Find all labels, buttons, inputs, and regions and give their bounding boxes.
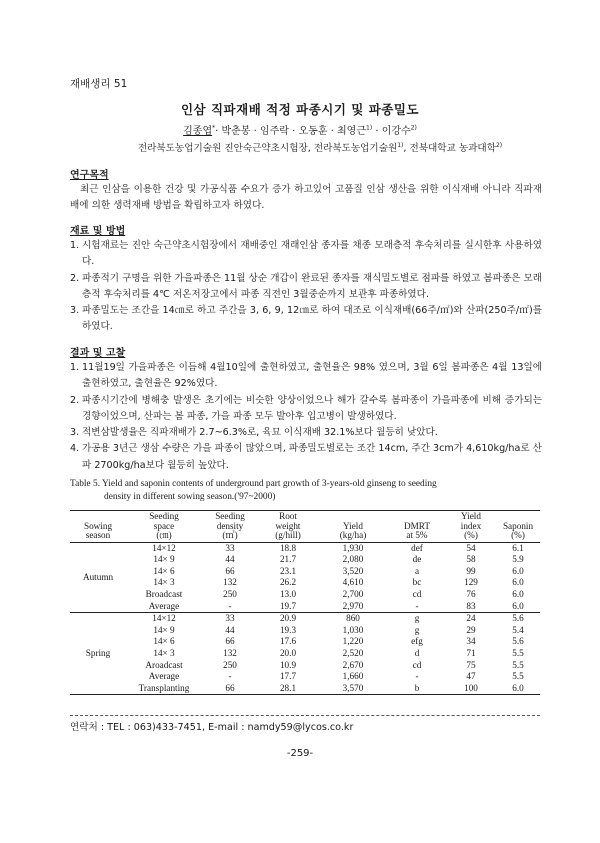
table-cell: g <box>414 613 420 624</box>
table-cell: 14× 9 <box>153 624 175 635</box>
item-text: 11월19일 가을파종은 이듬해 4월10일에 출현하였고, 출현율은 98% 였으며, 3월 6일 봄파종은 4월 13일에 출현하였고, 출현율은 92%였다. <box>82 362 542 390</box>
table-cell: 44 <box>225 554 235 565</box>
table-cell: 21.7 <box>279 554 297 565</box>
season-autumn-rows <box>70 542 540 613</box>
table-cell: 17.7 <box>279 671 297 682</box>
table-cell: 2,970 <box>342 600 364 611</box>
header-root-weight: Root weight (g/hill) <box>275 511 301 540</box>
table-cell: 66 <box>225 682 235 693</box>
item-number: 2. <box>70 394 80 406</box>
season-label: Autumn <box>82 571 114 582</box>
table-row <box>70 600 540 612</box>
item-number: 1. <box>70 362 80 373</box>
table-cell: 99 <box>466 565 476 576</box>
table-cell: - <box>415 600 419 611</box>
table-cell: 6.0 <box>512 565 524 576</box>
table-cell: 44 <box>225 624 235 635</box>
table-row <box>70 613 540 625</box>
table-cell: g <box>414 624 420 635</box>
table-cell: 20.0 <box>279 648 297 659</box>
methods-item <box>70 271 542 304</box>
objective-heading: 연구목적 <box>70 170 109 181</box>
table-caption <box>70 478 540 504</box>
table-cell: 1,930 <box>342 542 364 553</box>
table-cell: 14×12 <box>152 542 176 553</box>
last-author: · 이강수 <box>372 126 411 137</box>
results-heading: 결과 및 고찰 <box>70 348 126 359</box>
table-cell: Average <box>148 600 180 611</box>
table-row <box>70 659 540 671</box>
table-cell: 2,670 <box>342 659 364 670</box>
item-number: 2. <box>70 272 80 284</box>
lead-author: 김종엽 <box>183 126 213 137</box>
author-line <box>0 122 600 137</box>
season-spring-rows <box>70 613 540 695</box>
table-cell: de <box>412 554 422 565</box>
table-cell: 19.3 <box>279 624 297 635</box>
table-cell: Average <box>148 671 180 682</box>
table-cell: 250 <box>223 589 237 600</box>
table-cell: 860 <box>346 613 360 624</box>
table-cell: 13.0 <box>279 589 297 600</box>
table-cell: efg <box>411 636 423 647</box>
table-cell: 1,660 <box>342 671 364 682</box>
table-cell: 6.1 <box>512 542 524 553</box>
header-seeding-density: Seeding density (㎡) <box>215 511 245 540</box>
header-yield: Yield (kg/ha) <box>339 520 367 540</box>
table-cell: 5.4 <box>512 624 524 635</box>
item-number: 3. <box>70 427 80 439</box>
contact-info: 연락처 : TEL : 063)433-7451, E-mail : namdy59@lycos.co.kr <box>70 722 354 733</box>
paper-title: 인삼 직파재배 적정 파종시기 및 파종밀도 <box>180 102 420 117</box>
table-cell: 10.9 <box>279 659 297 670</box>
affiliation-main: 전라북도농업기술원 진안숙근약초시험장, 전라북도농업기술원 <box>137 143 398 154</box>
header-saponin: Saponin (%) <box>502 520 534 540</box>
item-text: 시험재료는 진안 숙근약초시험장에서 재배중인 재래인삼 종자를 채종 모래층적 후숙처리를 실시한후 사용하였다. <box>82 240 542 268</box>
table-cell: cd <box>412 659 422 670</box>
co-authors-mark: 1) <box>366 124 373 132</box>
yield-saponin-table <box>70 510 540 695</box>
table-cell: 3,520 <box>342 565 364 576</box>
header-yield-index: Yield index (%) <box>460 511 482 540</box>
table-cell: 129 <box>464 577 478 588</box>
table-row <box>70 671 540 683</box>
item-text: 적변삼발생율은 직파재배가 2.7~6.3%로, 육묘 이식재배 32.1%보다 월등히 낮았다. <box>82 427 438 439</box>
affiliation-main-mark: 1) <box>397 141 404 149</box>
table-cell: 5.5 <box>512 659 524 670</box>
lead-author-mark: * <box>212 124 216 132</box>
table-cell: 14× 6 <box>153 565 175 576</box>
table-cell: 20.9 <box>279 613 297 624</box>
header-sowing-season: Sowing season <box>83 520 113 540</box>
item-number: 1. <box>70 240 80 251</box>
table-cell: 71 <box>466 648 476 659</box>
table-cell: Transplanting <box>138 682 190 693</box>
table-row <box>70 625 540 637</box>
objective-text: 최근 인삼을 이용한 건강 및 가공식품 수요가 증가 하고있어 고품질 인삼 생산을 위한 이식재배 아니라 직파재배에 의한 생력재배 방법을 확립하고자 하였다. <box>70 184 542 211</box>
table-cell: 14×12 <box>152 613 176 624</box>
table-cell: 4,610 <box>342 577 364 588</box>
item-number: 3. <box>70 305 80 317</box>
table-row <box>70 648 540 660</box>
season-label: Spring <box>85 648 111 659</box>
results-item <box>70 425 542 441</box>
table-cell: 17.6 <box>279 636 297 647</box>
table-cell: 132 <box>223 648 237 659</box>
table-cell: 26.2 <box>279 577 297 588</box>
methods-item <box>70 303 542 336</box>
table-cell: 6.0 <box>512 600 524 611</box>
table-cell: 58 <box>466 554 476 565</box>
page-number: -259- <box>286 748 314 759</box>
session-tag: 재배생리 51 <box>70 78 128 90</box>
table-row <box>70 554 540 566</box>
methods-heading: 재료 및 방법 <box>70 226 126 237</box>
co-authors: · 박춘봉 · 임주락 · 오동훈 · 최영근 <box>215 126 366 137</box>
item-text: 파종밀도는 조간을 14㎝로 하고 주간을 3, 6, 9, 12㎝로 하여 대조로 이식재배(66주/㎡)와 산파(250주/㎡)를 하였다. <box>82 305 542 333</box>
methods-item <box>70 238 542 271</box>
table-cell: 3,570 <box>342 682 364 693</box>
table-cell: 33 <box>225 613 235 624</box>
table-cell: Aroadcast <box>145 659 183 670</box>
table-row <box>70 542 540 554</box>
table-cell: d <box>414 648 420 659</box>
table-cell: def <box>411 542 423 553</box>
table-cell: 5.6 <box>512 613 524 624</box>
table-cell: 2,700 <box>342 589 364 600</box>
results-item <box>70 393 542 426</box>
table-cell: 2,520 <box>342 648 364 659</box>
table-row <box>70 683 540 695</box>
table-header <box>70 511 540 543</box>
table-cell: - <box>228 671 232 682</box>
table-cell: 76 <box>466 589 476 600</box>
affiliation-second: , 전북대학교 농과대학 <box>403 143 496 154</box>
item-text: 파종적기 구명을 위한 가을파종은 11월 상순 개갑이 완료된 종자를 재식밀도별로 점파를 하였고 봄파종은 모래층적 후숙처리를 4℃ 저온저장고에서 파종 직전인 3월중순까지 보관후 파종하였다. <box>82 272 542 300</box>
table-cell: 2,080 <box>342 554 364 565</box>
header-seeding-space: Seeding space (㎝) <box>149 511 179 540</box>
item-number: 4. <box>70 443 80 455</box>
table-cell: 5.6 <box>512 636 524 647</box>
table-cell: b <box>414 682 420 693</box>
table-cell: - <box>415 671 419 682</box>
table-cell: 14× 9 <box>153 554 175 565</box>
results-item <box>70 360 542 393</box>
table-cell: 1,220 <box>342 636 364 647</box>
affiliations <box>60 140 580 154</box>
table-cell: 75 <box>466 659 476 670</box>
table-cell: 34 <box>466 636 476 647</box>
affiliation-second-mark: 2) <box>495 141 503 149</box>
table-cell: 33 <box>225 542 235 553</box>
table-cell: 19.7 <box>279 600 297 611</box>
table-cell: 6.0 <box>512 577 524 588</box>
table-cell: 14× 6 <box>153 636 175 647</box>
table-cell: 24 <box>466 613 476 624</box>
table-cell: 14× 3 <box>153 577 175 588</box>
table-cell: 18.8 <box>279 542 297 553</box>
last-author-mark: 2) <box>410 124 417 132</box>
table-cell: a <box>414 565 420 576</box>
table-cell: 1,030 <box>342 624 364 635</box>
table-cell: 6.0 <box>512 589 524 600</box>
table-cell: bc <box>412 577 422 588</box>
footnote-divider <box>70 715 540 716</box>
header-dmrt: DMRT at 5% <box>404 520 430 540</box>
table-row <box>70 577 540 589</box>
item-text: 파종시기간에 병해충 발생은 초기에는 비슷한 양상이었으나 해가 갈수록 봄파종이 가을파종에 비해 증가되는 경향이었으며, 산파는 봄 파종, 가을 파종 모두 발아후 입고병이 발생하였다. <box>82 394 542 422</box>
table-cell: 250 <box>223 659 237 670</box>
table-row <box>70 566 540 578</box>
table-cell: - <box>228 600 232 611</box>
table-cell: 132 <box>223 577 237 588</box>
table-cell: 5.5 <box>512 648 524 659</box>
table-row <box>70 636 540 648</box>
table-row <box>70 589 540 601</box>
table-cell: 100 <box>464 682 478 693</box>
table-cell: 66 <box>225 636 235 647</box>
table-cell: 28.1 <box>279 682 297 693</box>
table-cell: 66 <box>225 565 235 576</box>
table-cell: 29 <box>466 624 476 635</box>
table-cell: Broadcast <box>145 589 183 600</box>
table-cell: 54 <box>466 542 476 553</box>
table-cell: 5.5 <box>512 671 524 682</box>
table-cell: 14× 3 <box>153 648 175 659</box>
table-cell: cd <box>412 589 422 600</box>
table-cell: 6.0 <box>512 682 524 693</box>
table-cell: 83 <box>466 600 476 611</box>
methods-list <box>70 238 542 336</box>
results-list <box>70 360 542 474</box>
results-item <box>70 441 542 474</box>
item-text: 가공용 3년근 생삼 수량은 가을 파종이 많았으며, 파종밀도별로는 조간 14cm, 주간 3cm가 4,610kg/ha로 산파 2700kg/ha보다 월등히 높았다. <box>82 443 542 471</box>
table-cell: 23.1 <box>279 565 297 576</box>
table-cell: 5.9 <box>512 554 524 565</box>
table-cell: 47 <box>466 671 476 682</box>
table-caption-line1: Table 5. Yield and saponin contents of underground part growth of 3-years-old ginseng to seeding <box>70 479 437 489</box>
table-caption-line2: density in different sowing season.('97~2000) <box>104 492 276 502</box>
